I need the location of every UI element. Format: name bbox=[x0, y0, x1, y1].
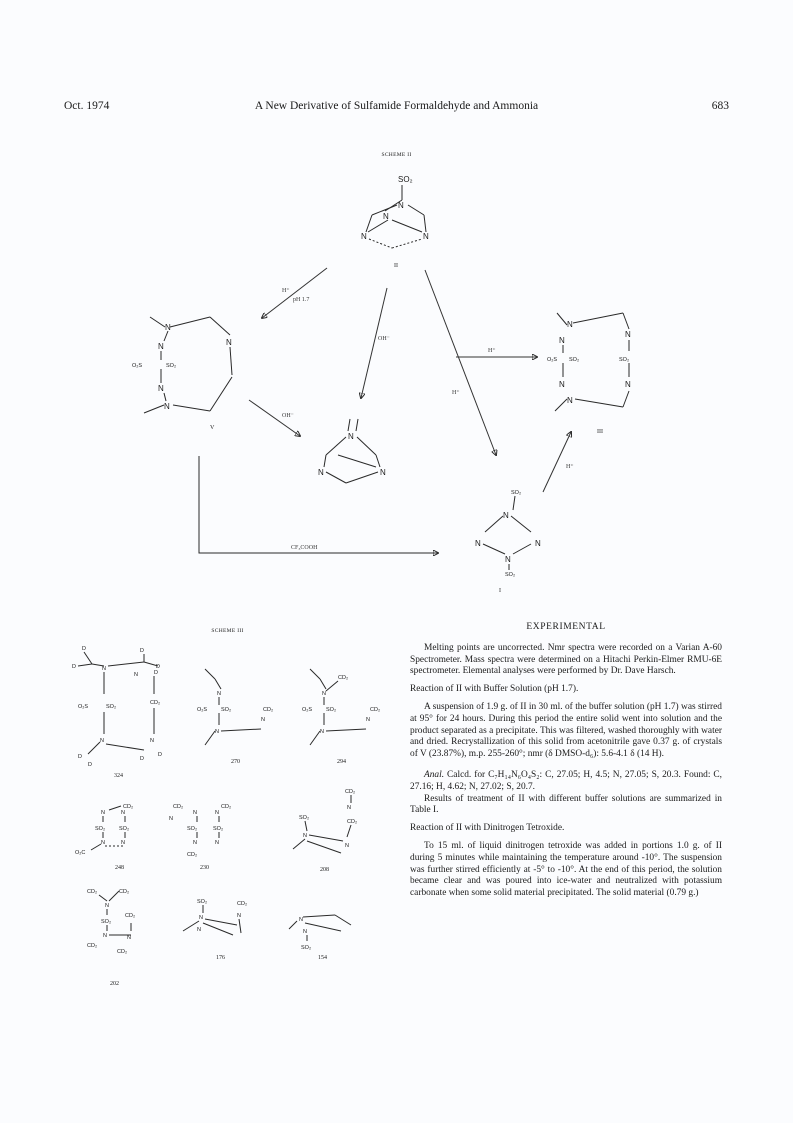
atom-n: N bbox=[158, 342, 164, 351]
svg-text:SO₂: SO₂ bbox=[326, 707, 337, 713]
fragment-176-structure bbox=[175, 895, 270, 955]
atom-n: N bbox=[383, 212, 389, 221]
atom-n: N bbox=[503, 511, 509, 520]
experimental-heading: EXPERIMENTAL bbox=[526, 622, 606, 632]
svg-text:D: D bbox=[82, 646, 86, 652]
svg-text:D: D bbox=[140, 756, 144, 762]
svg-text:D: D bbox=[78, 754, 82, 760]
svg-text:SO₂: SO₂ bbox=[95, 826, 106, 832]
atom-n: N bbox=[380, 468, 386, 477]
arrow-label-ph: pH 1.7 bbox=[293, 297, 310, 303]
svg-text:N: N bbox=[322, 691, 326, 697]
paragraph-n2o4: To 15 ml. of liquid dinitrogen tetroxide was added in portions 1.0 g. of II during 5 minutes while maintaining the temperature around -10°. The suspension was further stirred efficiently at -5° to -10°. At the end of this period, the solution became clear and was poured into ice-water and neutralized with potassium carbonate when some solid material precipitated. The solid material (0.79 g.) bbox=[410, 840, 722, 899]
fragment-294-structure bbox=[300, 665, 395, 760]
svg-text:D: D bbox=[72, 664, 76, 670]
atom-so2: SO₂ bbox=[505, 572, 516, 578]
atom-n: N bbox=[475, 539, 481, 548]
atom-n: N bbox=[625, 330, 631, 339]
arrow-label-h: H⁺ bbox=[282, 288, 290, 294]
svg-text:CD₂: CD₂ bbox=[263, 707, 274, 713]
svg-text:154: 154 bbox=[318, 955, 327, 961]
svg-text:248: 248 bbox=[115, 865, 124, 871]
svg-text:CD₂: CD₂ bbox=[345, 789, 356, 795]
experimental-section bbox=[410, 622, 722, 906]
atom-n: N bbox=[567, 396, 573, 405]
atom-n: N bbox=[505, 555, 511, 564]
svg-text:324: 324 bbox=[114, 773, 123, 779]
fragment-270-structure bbox=[195, 665, 285, 760]
atom-n: N bbox=[535, 539, 541, 548]
svg-text:O₂S: O₂S bbox=[302, 707, 313, 713]
svg-text:N: N bbox=[193, 840, 197, 846]
fragment-270-label bbox=[227, 756, 257, 766]
svg-text:N: N bbox=[345, 843, 349, 849]
svg-text:230: 230 bbox=[200, 865, 209, 871]
svg-text:N: N bbox=[197, 927, 201, 933]
svg-text:CD₂: CD₂ bbox=[370, 707, 381, 713]
atom-n: N bbox=[226, 338, 232, 347]
svg-text:N: N bbox=[320, 729, 324, 735]
fragment-202-label bbox=[106, 978, 136, 988]
scheme-2-title: SCHEME II bbox=[381, 152, 412, 158]
atom-o2s: O₂S bbox=[132, 363, 143, 369]
fragment-202-structure bbox=[85, 885, 165, 975]
svg-text:CD₂: CD₂ bbox=[87, 889, 98, 895]
page-number: 683 bbox=[711, 100, 729, 112]
svg-text:270: 270 bbox=[231, 759, 240, 765]
svg-text:D: D bbox=[88, 762, 92, 768]
arrow-label-h-right: H⁺ bbox=[488, 348, 496, 354]
analysis-label: Anal. bbox=[424, 769, 445, 780]
atom-n: N bbox=[625, 380, 631, 389]
atom-so2: SO₂ bbox=[569, 357, 580, 363]
fragment-230-label bbox=[196, 862, 226, 872]
svg-text:208: 208 bbox=[320, 867, 329, 873]
fragment-294-label bbox=[333, 756, 363, 766]
svg-text:N: N bbox=[303, 929, 307, 935]
svg-text:N: N bbox=[169, 816, 173, 822]
fragment-324-label bbox=[110, 770, 140, 780]
svg-text:O₂S: O₂S bbox=[197, 707, 208, 713]
svg-text:N: N bbox=[193, 810, 197, 816]
svg-text:N: N bbox=[366, 717, 370, 723]
fragment-208-structure bbox=[285, 785, 395, 865]
svg-text:SO₂: SO₂ bbox=[197, 899, 208, 905]
atom-n: N bbox=[559, 380, 565, 389]
svg-text:CD₂: CD₂ bbox=[119, 889, 130, 895]
atom-n: N bbox=[164, 402, 170, 411]
header-date: Oct. 1974 bbox=[64, 100, 110, 112]
paragraph-table-reference: Results of treatment of II with different buffer solutions are summarized in Table I. bbox=[410, 793, 722, 816]
scheme-3-title: SCHEME III bbox=[211, 628, 244, 634]
atom-n: N bbox=[559, 336, 565, 345]
atom-so2: SO₂ bbox=[619, 357, 630, 363]
svg-text:N: N bbox=[102, 666, 106, 672]
svg-text:SO₂: SO₂ bbox=[301, 945, 312, 951]
atom-n: N bbox=[158, 384, 164, 393]
atom-so2: SO₂ bbox=[398, 175, 413, 184]
svg-text:SO₂: SO₂ bbox=[221, 707, 232, 713]
svg-text:SO₂: SO₂ bbox=[106, 704, 117, 710]
section-heading-n2o4: Reaction of II with Dinitrogen Tetroxide. bbox=[410, 823, 565, 834]
svg-text:N: N bbox=[199, 915, 203, 921]
svg-text:O₂C: O₂C bbox=[75, 850, 86, 856]
svg-text:SO₂: SO₂ bbox=[213, 826, 224, 832]
svg-text:CD₂: CD₂ bbox=[237, 901, 248, 907]
svg-text:N: N bbox=[127, 935, 131, 941]
fragment-208-label bbox=[316, 864, 346, 874]
svg-text:CD₂: CD₂ bbox=[187, 852, 198, 858]
svg-text:CD₂: CD₂ bbox=[87, 943, 98, 949]
svg-text:CD₂: CD₂ bbox=[117, 949, 128, 955]
atom-so2: SO₂ bbox=[166, 363, 177, 369]
arrow-label-oh1: OH⁻ bbox=[378, 336, 390, 342]
arrow-label-oh2: OH⁻ bbox=[282, 413, 294, 419]
label-V: V bbox=[210, 425, 215, 431]
svg-text:N: N bbox=[303, 833, 307, 839]
svg-text:N: N bbox=[101, 840, 105, 846]
svg-text:N: N bbox=[215, 810, 219, 816]
svg-text:N: N bbox=[150, 738, 154, 744]
svg-text:N: N bbox=[103, 933, 107, 939]
svg-text:N: N bbox=[100, 738, 104, 744]
svg-text:SO₂: SO₂ bbox=[119, 826, 130, 832]
atom-so2: SO₂ bbox=[511, 490, 522, 496]
fragment-324-structure bbox=[70, 642, 180, 772]
svg-text:202: 202 bbox=[110, 981, 119, 987]
svg-text:D: D bbox=[154, 670, 158, 676]
atom-n: N bbox=[567, 320, 573, 329]
svg-text:CD₂: CD₂ bbox=[347, 819, 358, 825]
atom-n: N bbox=[165, 323, 171, 332]
svg-text:N: N bbox=[347, 805, 351, 811]
svg-text:CD₂: CD₂ bbox=[150, 700, 161, 706]
svg-text:SO₂: SO₂ bbox=[101, 919, 112, 925]
header-title: A New Derivative of Sulfamide Formaldehyde and Ammonia bbox=[254, 100, 539, 112]
atom-n: N bbox=[318, 468, 324, 477]
atom-n: N bbox=[398, 201, 404, 210]
svg-text:N: N bbox=[261, 717, 265, 723]
fragment-176-label bbox=[212, 952, 242, 962]
fragment-248-label bbox=[111, 862, 141, 872]
analysis-values: Calcd. for C₇H₁₄N₆O₄S₂: C, 27.05; H, 4.5; N, 27.05; S, 20.3. Found: C, 27.16; H, 4.62; N, 27.02; S, 20.7. bbox=[410, 769, 722, 792]
svg-text:SO₂: SO₂ bbox=[187, 826, 198, 832]
svg-text:N: N bbox=[217, 691, 221, 697]
svg-text:D: D bbox=[158, 752, 162, 758]
atom-o2s: O₂S bbox=[547, 357, 558, 363]
experimental-intro: Melting points are uncorrected. Nmr spectra were recorded on a Varian A-60 Spectrometer. Mass spectra were determined on a Hitachi Perkin-Elmer RMU-6E spectrometer. Elemental analyses were performed by Dr. Dave Harsch. bbox=[410, 642, 722, 677]
svg-text:CD₂: CD₂ bbox=[221, 804, 232, 810]
label-II: II bbox=[394, 263, 398, 269]
atom-n: N bbox=[348, 432, 354, 441]
arrow-label-h-up: H⁺ bbox=[566, 464, 574, 470]
svg-text:CD₂: CD₂ bbox=[338, 675, 349, 681]
paragraph-buffer: A suspension of 1.9 g. of II in 30 ml. of the buffer solution (pH 1.7) was stirred at 95° for 24 hours. During this period the entire solid went into solution and the product separated as a precipitate. This was filtered, washed thoroughly with water and dried. Recrystallization of this solid from acetonitrile gave 0.37 g. of crystals of V (23.87%), m.p. 255-260°; nmr (δ DMSO-d₆): 5.6-4.1 δ (14 H). bbox=[410, 701, 722, 760]
svg-text:SO₂: SO₂ bbox=[299, 815, 310, 821]
label-I: I bbox=[499, 588, 501, 594]
fragment-154-label bbox=[314, 952, 344, 962]
svg-text:CD₂: CD₂ bbox=[173, 804, 184, 810]
svg-text:N: N bbox=[105, 903, 109, 909]
svg-text:N: N bbox=[237, 913, 241, 919]
svg-text:N: N bbox=[121, 810, 125, 816]
svg-text:176: 176 bbox=[216, 955, 225, 961]
svg-text:D: D bbox=[140, 648, 144, 654]
fragment-230-structure bbox=[165, 800, 255, 865]
arrow-label-cf3cooh: CF₃COOH bbox=[291, 545, 318, 551]
svg-text:N: N bbox=[101, 810, 105, 816]
svg-text:D: D bbox=[156, 664, 160, 670]
svg-text:N: N bbox=[121, 840, 125, 846]
label-III: III bbox=[597, 429, 603, 435]
svg-text:N: N bbox=[134, 672, 138, 678]
section-heading-buffer: Reaction of II with Buffer Solution (pH 1.7). bbox=[410, 684, 579, 695]
atom-n: N bbox=[361, 232, 367, 241]
svg-text:N: N bbox=[299, 917, 303, 923]
arrow-label-h-diag: H⁺ bbox=[452, 390, 460, 396]
svg-text:N: N bbox=[215, 840, 219, 846]
analysis-paragraph bbox=[410, 770, 722, 794]
svg-text:N: N bbox=[215, 729, 219, 735]
svg-text:O₂S: O₂S bbox=[78, 704, 89, 710]
svg-text:294: 294 bbox=[337, 759, 346, 765]
fragment-248-structure bbox=[75, 800, 165, 865]
svg-text:CD₂: CD₂ bbox=[123, 804, 134, 810]
atom-n: N bbox=[423, 232, 429, 241]
svg-text:CD₂: CD₂ bbox=[125, 913, 136, 919]
